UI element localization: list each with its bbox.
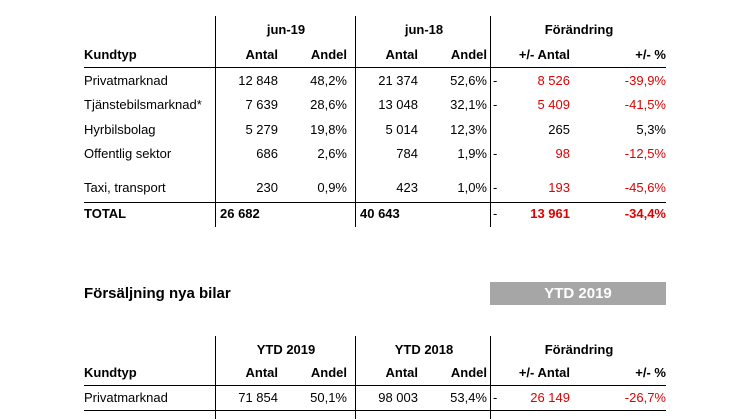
- column-divider: [215, 336, 216, 419]
- row-sign: -: [493, 146, 498, 161]
- row-andel1: 28,6%: [310, 97, 347, 112]
- column-divider: [490, 16, 491, 227]
- row-type: Privatmarknad: [84, 390, 168, 405]
- row-antal2: 21 374: [378, 73, 418, 88]
- col-andel1: Andel: [310, 365, 347, 380]
- col-kundtyp: Kundtyp: [84, 47, 137, 62]
- total-antal1: 26 682: [220, 206, 260, 221]
- row-type: Privatmarknad: [84, 73, 168, 88]
- row-antal1: 230: [256, 180, 278, 195]
- row-antal1: 12 848: [238, 73, 278, 88]
- row-andel2: 53,4%: [450, 390, 487, 405]
- row-andel2: 52,6%: [450, 73, 487, 88]
- row-antal1: 7 639: [245, 97, 278, 112]
- table-group-header: [84, 338, 666, 362]
- row-antal2: 784: [396, 146, 418, 161]
- row-diff-pct: -45,6%: [624, 180, 666, 195]
- total-label: TOTAL: [84, 206, 127, 221]
- row-type: Taxi, transport: [84, 180, 166, 195]
- col-andel2: Andel: [450, 47, 487, 62]
- row-type: Tjänstebilsmarknad*: [84, 97, 202, 112]
- total-diff-pct: -34,4%: [624, 206, 666, 221]
- row-andel2: 1,9%: [457, 146, 487, 161]
- row-diff-pct: -12,5%: [624, 146, 666, 161]
- col-diff-antal: +/- Antal: [518, 365, 570, 380]
- table-column-header: [84, 361, 666, 385]
- table-row: [84, 142, 666, 166]
- table-row: [84, 93, 666, 117]
- row-diff-antal: 98: [555, 146, 570, 161]
- row-andel2: 1,0%: [457, 180, 487, 195]
- header-rule: [84, 67, 666, 68]
- column-divider: [490, 336, 491, 419]
- row-diff-antal: 8 526: [537, 73, 570, 88]
- row-diff-pct: -41,5%: [624, 97, 666, 112]
- row-sign: -: [493, 97, 498, 112]
- row-andel2: 32,1%: [450, 97, 487, 112]
- section-title: Försäljning nya bilar: [84, 285, 231, 302]
- col-antal2: Antal: [385, 365, 418, 380]
- row-andel2: 12,3%: [450, 122, 487, 137]
- col-antal1: Antal: [245, 365, 278, 380]
- row-antal2: 98 003: [378, 390, 418, 405]
- row-antal1: 686: [256, 146, 278, 161]
- col-diff-pct: +/- %: [635, 47, 666, 62]
- row-diff-pct: 5,3%: [636, 122, 666, 137]
- ytd-badge: YTD 2019: [490, 282, 666, 305]
- row-diff-antal: 265: [548, 122, 570, 137]
- row-diff-pct: -39,9%: [624, 73, 666, 88]
- row-sign: -: [493, 390, 498, 405]
- row-antal1: 5 279: [245, 122, 278, 137]
- row-antal2: 423: [396, 180, 418, 195]
- row-andel1: 50,1%: [310, 390, 347, 405]
- row-andel1: 19,8%: [310, 122, 347, 137]
- column-divider: [355, 16, 356, 227]
- table-row: [84, 386, 666, 410]
- col-andel2: Andel: [450, 365, 487, 380]
- table-group-header: [84, 18, 666, 42]
- row-rule: [84, 410, 666, 411]
- column-divider: [355, 336, 356, 419]
- row-andel1: 0,9%: [317, 180, 347, 195]
- period2-header: jun-18: [404, 22, 444, 37]
- col-antal1: Antal: [245, 47, 278, 62]
- row-sign: -: [493, 180, 498, 195]
- table-row: [84, 118, 666, 142]
- change-header: Förändring: [544, 342, 614, 357]
- total-diff-antal: 13 961: [530, 206, 570, 221]
- row-type: Hyrbilsbolag: [84, 122, 156, 137]
- col-diff-pct: +/- %: [635, 365, 666, 380]
- row-diff-antal: 5 409: [537, 97, 570, 112]
- table-row: [84, 176, 666, 200]
- row-andel1: 2,6%: [317, 146, 347, 161]
- row-andel1: 48,2%: [310, 73, 347, 88]
- row-sign: -: [493, 73, 498, 88]
- table-total-row: [84, 202, 666, 226]
- table-row: [84, 69, 666, 93]
- row-diff-antal: 193: [548, 180, 570, 195]
- col-diff-antal: +/- Antal: [518, 47, 570, 62]
- col-antal2: Antal: [385, 47, 418, 62]
- total-antal2: 40 643: [360, 206, 400, 221]
- row-diff-pct: -26,7%: [624, 390, 666, 405]
- row-antal2: 5 014: [385, 122, 418, 137]
- row-antal1: 71 854: [238, 390, 278, 405]
- period1-header: YTD 2019: [256, 342, 316, 357]
- row-diff-antal: 26 149: [530, 390, 570, 405]
- row-type: Offentlig sektor: [84, 146, 172, 161]
- col-andel1: Andel: [310, 47, 347, 62]
- period2-header: YTD 2018: [394, 342, 454, 357]
- row-antal2: 13 048: [378, 97, 418, 112]
- total-sign: -: [493, 206, 498, 221]
- period1-header: jun-19: [266, 22, 306, 37]
- table-column-header: [84, 43, 666, 67]
- col-kundtyp: Kundtyp: [84, 365, 137, 380]
- change-header: Förändring: [544, 22, 614, 37]
- column-divider: [215, 16, 216, 227]
